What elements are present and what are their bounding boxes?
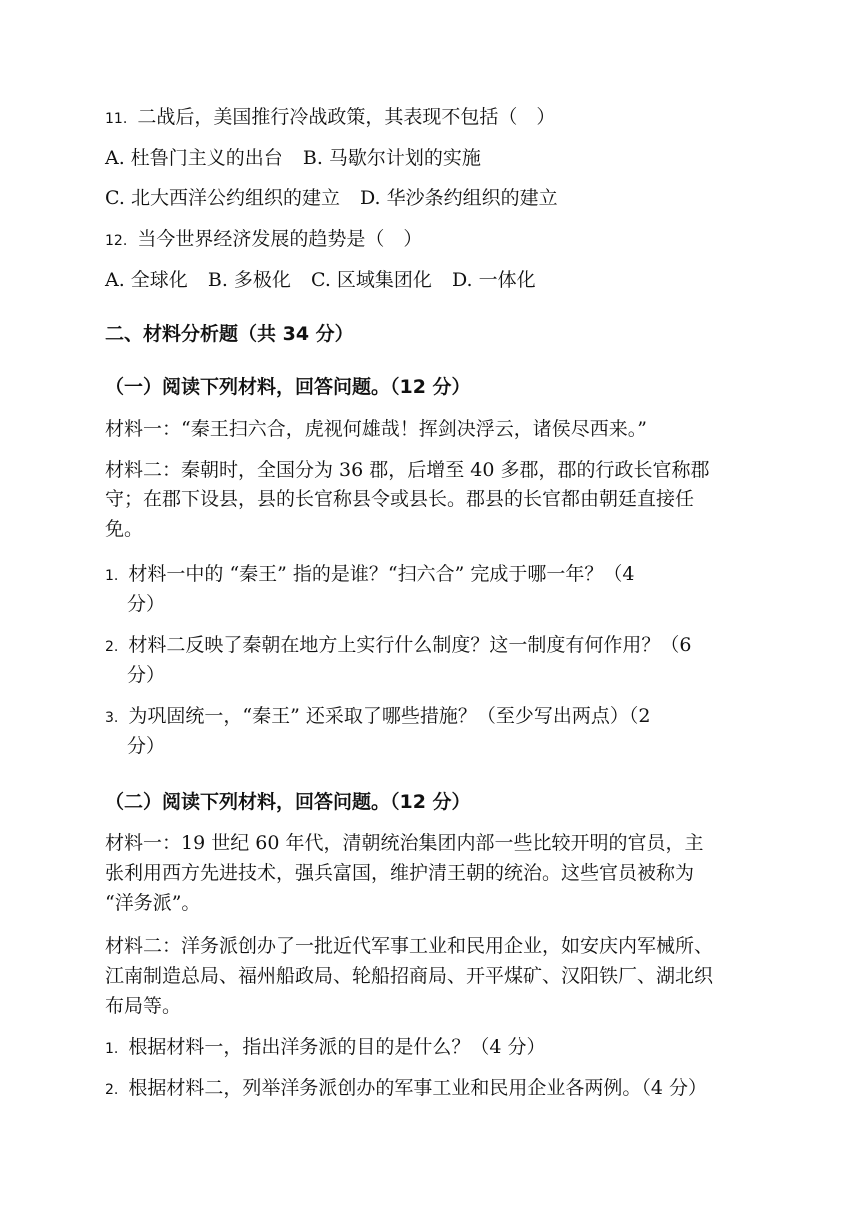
question-number: 2. — [105, 639, 119, 655]
question-text: 材料二反映了秦朝在地方上实行什么制度？这一制度有何作用？（6 — [128, 634, 692, 656]
part-1-question-1-continuation: 分） — [127, 593, 166, 615]
question-text: 二战后，美国推行冷战政策，其表现不包括（ ） — [137, 106, 556, 128]
part-1-question-2-continuation: 分） — [127, 664, 166, 686]
part-2-material-1-line: 张利用西方先进技术，强兵富国，维护清王朝的统治。这些官员被称为 — [105, 862, 695, 884]
question-text: 根据材料一，指出洋务派的目的是什么？（4 分） — [128, 1036, 546, 1058]
question-number: 2. — [105, 1082, 119, 1098]
question-number: 11. — [105, 111, 128, 127]
part-2-question-1 — [105, 1035, 546, 1061]
part-2-material-2-line: 布局等。 — [105, 995, 182, 1017]
part-1-question-1 — [105, 562, 634, 588]
part-1-material-2-line: 守；在郡下设县，县的长官称县令或县长。郡县的长官都由朝廷直接任 — [105, 488, 695, 510]
option-c: C. 北大西洋公约组织的建立 — [105, 187, 340, 209]
question-number: 12. — [105, 233, 128, 249]
question-11-stem — [105, 105, 555, 131]
part-1-material-2-line: 免。 — [105, 518, 144, 540]
part-1-question-3 — [105, 704, 650, 730]
question-text: 当今世界经济发展的趋势是（ ） — [137, 228, 423, 250]
option-b: B. 多极化 — [207, 269, 291, 291]
question-12-stem — [105, 227, 422, 253]
question-12-options — [105, 268, 550, 292]
part-1-heading: （一）阅读下列材料，回答问题。（12 分） — [105, 376, 471, 398]
option-b: B. 马歇尔计划的实施 — [302, 147, 481, 169]
option-c: C. 区域集团化 — [310, 269, 432, 291]
part-2-question-2 — [105, 1076, 707, 1102]
part-1-question-3-continuation: 分） — [127, 735, 166, 757]
question-text: 为巩固统一，“秦王” 还采取了哪些措施？（至少写出两点）（2 — [128, 705, 651, 727]
question-number: 3. — [105, 710, 119, 726]
section-heading: 二、材料分析题（共 34 分） — [105, 323, 354, 345]
part-2-heading: （二）阅读下列材料，回答问题。（12 分） — [105, 791, 471, 813]
part-1-question-2 — [105, 633, 692, 659]
option-d: D. 华沙条约组织的建立 — [360, 187, 558, 209]
part-2-material-1-line: 材料一：19 世纪 60 年代，清朝统治集团内部一些比较开明的官员，主 — [105, 832, 704, 854]
question-number: 1. — [105, 568, 119, 584]
option-a: A. 杜鲁门主义的出台 — [105, 147, 283, 169]
part-2-material-1-line: “洋务派”。 — [105, 892, 201, 914]
question-11-options-row-2 — [105, 186, 572, 210]
option-a: A. 全球化 — [105, 269, 188, 291]
question-text: 材料一中的 “秦王” 指的是谁？“扫六合” 完成于哪一年？（4 — [128, 563, 635, 585]
part-1-material-2-line: 材料二：秦朝时，全国分为 36 郡，后增至 40 多郡，郡的行政长官称郡 — [105, 459, 710, 481]
question-text: 根据材料二，列举洋务派创办的军事工业和民用企业各两例。（4 分） — [128, 1077, 708, 1099]
part-2-material-2-line: 材料二：洋务派创办了一批近代军事工业和民用企业，如安庆内军械所、 — [105, 935, 714, 957]
question-number: 1. — [105, 1041, 119, 1057]
part-1-material-1: 材料一：“秦王扫六合，虎视何雄哉！挥剑决浮云，诸侯尽西来。” — [105, 418, 647, 440]
part-2-material-2-line: 江南制造总局、福州船政局、轮船招商局、开平煤矿、汉阳铁厂、湖北织 — [105, 965, 714, 987]
option-d: D. 一体化 — [451, 269, 536, 291]
question-11-options-row-1 — [105, 146, 495, 170]
